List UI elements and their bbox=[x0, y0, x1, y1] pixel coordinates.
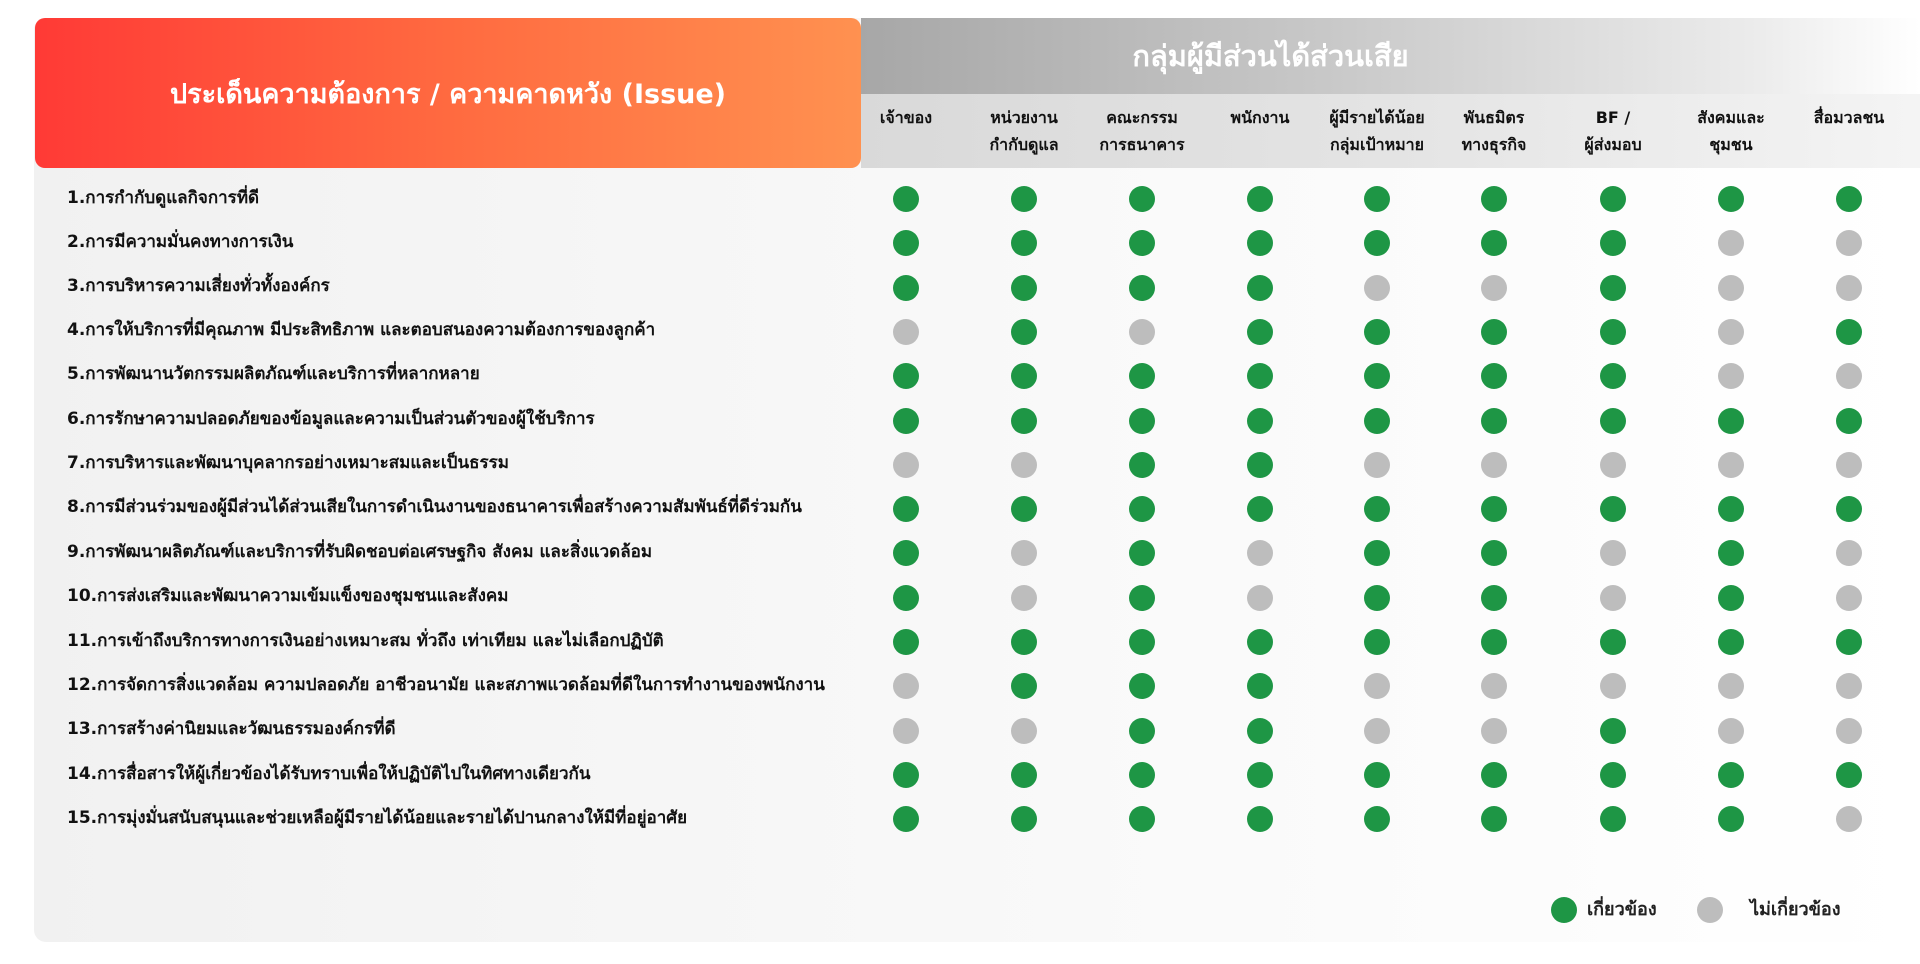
not-relevant-dot bbox=[1836, 673, 1862, 699]
relevant-dot bbox=[1247, 452, 1273, 478]
relevant-dot bbox=[1247, 806, 1273, 832]
relevant-dot bbox=[1718, 496, 1744, 522]
relevant-dot bbox=[1011, 230, 1037, 256]
not-relevant-dot bbox=[1600, 585, 1626, 611]
relevant-dot bbox=[1600, 496, 1626, 522]
relevant-dot bbox=[1129, 762, 1155, 788]
issue-row-label: 12.การจัดการสิ่งแวดล้อม ความปลอดภัย อาชีวอนามัย และสภาพแวดล้อมที่ดีในการทำงานของพนักงาน bbox=[67, 675, 825, 695]
not-relevant-dot bbox=[1481, 718, 1507, 744]
not-relevant-dot bbox=[1600, 540, 1626, 566]
relevant-dot bbox=[1718, 762, 1744, 788]
relevant-dot bbox=[893, 230, 919, 256]
relevant-dot bbox=[1718, 186, 1744, 212]
not-relevant-dot bbox=[1718, 230, 1744, 256]
relevant-dot bbox=[1481, 629, 1507, 655]
not-relevant-dot bbox=[1718, 673, 1744, 699]
not-relevant-dot bbox=[1836, 275, 1862, 301]
relevant-dot bbox=[893, 629, 919, 655]
not-relevant-dot bbox=[1718, 363, 1744, 389]
relevant-dot bbox=[893, 540, 919, 566]
relevant-dot bbox=[1600, 806, 1626, 832]
relevant-dot bbox=[1600, 629, 1626, 655]
not-relevant-dot bbox=[1718, 718, 1744, 744]
relevant-dot bbox=[1129, 806, 1155, 832]
issue-column-header bbox=[35, 18, 861, 168]
not-relevant-dot bbox=[1718, 275, 1744, 301]
relevant-dot bbox=[1247, 275, 1273, 301]
relevant-dot bbox=[1011, 363, 1037, 389]
relevant-dot bbox=[1836, 408, 1862, 434]
not-relevant-dot bbox=[893, 452, 919, 478]
relevant-dot bbox=[1247, 673, 1273, 699]
relevant-dot bbox=[1600, 319, 1626, 345]
not-relevant-dot bbox=[1481, 275, 1507, 301]
stakeholder-group-header bbox=[861, 18, 1920, 94]
relevant-dot bbox=[1247, 718, 1273, 744]
issue-row-label: 3.การบริหารความเสี่ยงทั่วทั้งองค์กร bbox=[67, 276, 330, 296]
legend-not-relevant-label: ไม่เกี่ยวข้อง bbox=[1750, 899, 1841, 920]
relevant-dot bbox=[1481, 496, 1507, 522]
not-relevant-dot bbox=[1836, 806, 1862, 832]
not-relevant-dot bbox=[1600, 452, 1626, 478]
relevant-dot bbox=[1011, 496, 1037, 522]
not-relevant-dot bbox=[1481, 673, 1507, 699]
relevant-dot bbox=[1364, 408, 1390, 434]
relevant-dot bbox=[893, 762, 919, 788]
relevant-dot bbox=[1481, 540, 1507, 566]
relevant-dot bbox=[1129, 363, 1155, 389]
issue-row-label: 11.การเข้าถึงบริการทางการเงินอย่างเหมาะสม ทั่วถึง เท่าเทียม และไม่เลือกปฏิบัติ bbox=[67, 631, 664, 651]
issue-row-label: 1.การกำกับดูแลกิจการที่ดี bbox=[67, 188, 260, 208]
relevant-dot bbox=[893, 408, 919, 434]
relevant-dot bbox=[1600, 275, 1626, 301]
relevant-dot bbox=[1836, 186, 1862, 212]
relevant-dot bbox=[1247, 319, 1273, 345]
column-header-partners: พันธมิตร ทางธุรกิจ bbox=[1461, 108, 1527, 154]
relevant-dot bbox=[1836, 496, 1862, 522]
issue-row-label: 15.การมุ่งมั่นสนับสนุนและช่วยเหลือผู้มีรายได้น้อยและรายได้ปานกลางให้มีที่อยู่อาศัย bbox=[67, 808, 688, 828]
relevant-dot bbox=[1364, 585, 1390, 611]
relevant-dot bbox=[1364, 496, 1390, 522]
not-relevant-dot bbox=[1600, 673, 1626, 699]
relevant-dot bbox=[893, 363, 919, 389]
relevant-dot bbox=[1129, 275, 1155, 301]
relevant-dot bbox=[1011, 629, 1037, 655]
relevant-dot bbox=[1836, 762, 1862, 788]
relevant-dot bbox=[1718, 408, 1744, 434]
column-header-employees: พนักงาน bbox=[1230, 108, 1290, 127]
issue-row-label: 7.การบริหารและพัฒนาบุคลากรอย่างเหมาะสมและเป็นธรรม bbox=[67, 453, 509, 473]
not-relevant-dot bbox=[1836, 718, 1862, 744]
relevant-dot bbox=[1836, 629, 1862, 655]
relevant-dot bbox=[1011, 408, 1037, 434]
not-relevant-dot bbox=[1836, 363, 1862, 389]
not-relevant-dot bbox=[1364, 718, 1390, 744]
not-relevant-dot bbox=[1718, 319, 1744, 345]
issue-header-title: ประเด็นความต้องการ / ความคาดหวัง (Issue) bbox=[169, 78, 727, 110]
not-relevant-dot bbox=[1011, 718, 1037, 744]
not-relevant-dot bbox=[1364, 452, 1390, 478]
stakeholder-group-title: กลุ่มผู้มีส่วนได้ส่วนเสีย bbox=[1132, 39, 1409, 73]
issue-row-label: 13.การสร้างค่านิยมและวัฒนธรรมองค์กรที่ดี bbox=[67, 719, 396, 739]
relevant-dot bbox=[893, 585, 919, 611]
not-relevant-dot bbox=[1011, 452, 1037, 478]
relevant-dot bbox=[1011, 673, 1037, 699]
relevant-dot bbox=[1129, 629, 1155, 655]
relevant-dot bbox=[1836, 319, 1862, 345]
relevant-dot bbox=[1011, 806, 1037, 832]
not-relevant-dot bbox=[1836, 585, 1862, 611]
not-relevant-dot bbox=[1836, 230, 1862, 256]
issue-row-label: 5.การพัฒนานวัตกรรมผลิตภัณฑ์และบริการที่หลากหลาย bbox=[67, 364, 480, 384]
relevant-dot bbox=[1718, 540, 1744, 566]
relevant-dot bbox=[1129, 673, 1155, 699]
relevant-dot bbox=[1129, 496, 1155, 522]
not-relevant-dot bbox=[1011, 585, 1037, 611]
relevant-dot bbox=[1364, 363, 1390, 389]
relevant-dot bbox=[893, 806, 919, 832]
relevant-dot bbox=[1364, 186, 1390, 212]
relevant-dot bbox=[1600, 408, 1626, 434]
column-header-board: คณะกรรม การธนาคาร bbox=[1099, 108, 1185, 154]
relevant-dot bbox=[1718, 806, 1744, 832]
relevant-dot bbox=[1129, 452, 1155, 478]
legend-relevant-dot bbox=[1551, 897, 1577, 923]
relevant-dot bbox=[1600, 363, 1626, 389]
legend-not-relevant-dot bbox=[1697, 897, 1723, 923]
not-relevant-dot bbox=[1364, 275, 1390, 301]
relevant-dot bbox=[1481, 230, 1507, 256]
relevant-dot bbox=[1364, 540, 1390, 566]
relevant-dot bbox=[1247, 629, 1273, 655]
not-relevant-dot bbox=[1481, 452, 1507, 478]
relevant-dot bbox=[1481, 762, 1507, 788]
relevant-dot bbox=[893, 275, 919, 301]
relevant-dot bbox=[1364, 806, 1390, 832]
not-relevant-dot bbox=[1364, 673, 1390, 699]
legend-relevant-label: เกี่ยวข้อง bbox=[1587, 899, 1657, 920]
issue-row-label: 9.การพัฒนาผลิตภัณฑ์และบริการที่รับผิดชอบต่อเศรษฐกิจ สังคม และสิ่งแวดล้อม bbox=[67, 542, 653, 562]
relevant-dot bbox=[1364, 762, 1390, 788]
relevant-dot bbox=[1600, 762, 1626, 788]
relevant-dot bbox=[1129, 540, 1155, 566]
relevant-dot bbox=[1011, 275, 1037, 301]
column-header-community: สังคมและ ชุมชน bbox=[1697, 108, 1765, 154]
issue-row-label: 6.การรักษาความปลอดภัยของข้อมูลและความเป็นส่วนตัวของผู้ใช้บริการ bbox=[67, 409, 595, 429]
relevant-dot bbox=[1247, 408, 1273, 434]
not-relevant-dot bbox=[893, 319, 919, 345]
not-relevant-dot bbox=[1247, 540, 1273, 566]
not-relevant-dot bbox=[1247, 585, 1273, 611]
not-relevant-dot bbox=[1718, 452, 1744, 478]
not-relevant-dot bbox=[893, 718, 919, 744]
column-header-regulator: หน่วยงาน กำกับดูแล bbox=[989, 108, 1059, 154]
not-relevant-dot bbox=[1836, 452, 1862, 478]
relevant-dot bbox=[1129, 230, 1155, 256]
relevant-dot bbox=[1364, 230, 1390, 256]
issue-row-label: 8.การมีส่วนร่วมของผู้มีส่วนได้ส่วนเสียในการดำเนินงานของธนาคารเพื่อสร้างความสัมพันธ์ที่ดีร่วมกัน bbox=[67, 497, 802, 517]
relevant-dot bbox=[1481, 319, 1507, 345]
relevant-dot bbox=[1364, 319, 1390, 345]
relevant-dot bbox=[1129, 408, 1155, 434]
relevant-dot bbox=[1129, 585, 1155, 611]
relevant-dot bbox=[893, 186, 919, 212]
relevant-dot bbox=[1011, 762, 1037, 788]
relevant-dot bbox=[1481, 363, 1507, 389]
relevant-dot bbox=[1129, 186, 1155, 212]
relevant-dot bbox=[1600, 230, 1626, 256]
relevant-dot bbox=[1481, 186, 1507, 212]
relevant-dot bbox=[1011, 319, 1037, 345]
relevant-dot bbox=[1247, 186, 1273, 212]
relevant-dot bbox=[1481, 806, 1507, 832]
column-header-owner: เจ้าของ bbox=[879, 108, 933, 127]
relevant-dot bbox=[1718, 629, 1744, 655]
relevant-dot bbox=[1364, 629, 1390, 655]
issue-row-label: 2.การมีความมั่นคงทางการเงิน bbox=[67, 232, 294, 252]
relevant-dot bbox=[1481, 585, 1507, 611]
not-relevant-dot bbox=[1129, 319, 1155, 345]
relevant-dot bbox=[1129, 718, 1155, 744]
relevant-dot bbox=[1718, 585, 1744, 611]
relevant-dot bbox=[1247, 762, 1273, 788]
relevant-dot bbox=[1247, 363, 1273, 389]
relevant-dot bbox=[1600, 186, 1626, 212]
column-header-media: สื่อมวลชน bbox=[1813, 108, 1885, 127]
issue-row-label: 4.การให้บริการที่มีคุณภาพ มีประสิทธิภาพ และตอบสนองความต้องการของลูกค้า bbox=[67, 320, 656, 340]
relevant-dot bbox=[1600, 718, 1626, 744]
issue-row-label: 10.การส่งเสริมและพัฒนาความเข้มแข็งของชุมชนและสังคม bbox=[67, 586, 509, 606]
relevant-dot bbox=[893, 496, 919, 522]
not-relevant-dot bbox=[893, 673, 919, 699]
relevant-dot bbox=[1247, 496, 1273, 522]
relevant-dot bbox=[1481, 408, 1507, 434]
column-header-bf-suppliers: BF / ผู้ส่งมอบ bbox=[1584, 108, 1642, 154]
relevant-dot bbox=[1011, 186, 1037, 212]
not-relevant-dot bbox=[1011, 540, 1037, 566]
not-relevant-dot bbox=[1836, 540, 1862, 566]
issue-row-label: 14.การสื่อสารให้ผู้เกี่ยวข้องได้รับทราบเพื่อให้ปฏิบัติไปในทิศทางเดียวกัน bbox=[67, 764, 591, 784]
relevant-dot bbox=[1247, 230, 1273, 256]
column-header-low-income: ผู้มีรายได้น้อย กลุ่มเป้าหมาย bbox=[1329, 108, 1425, 154]
